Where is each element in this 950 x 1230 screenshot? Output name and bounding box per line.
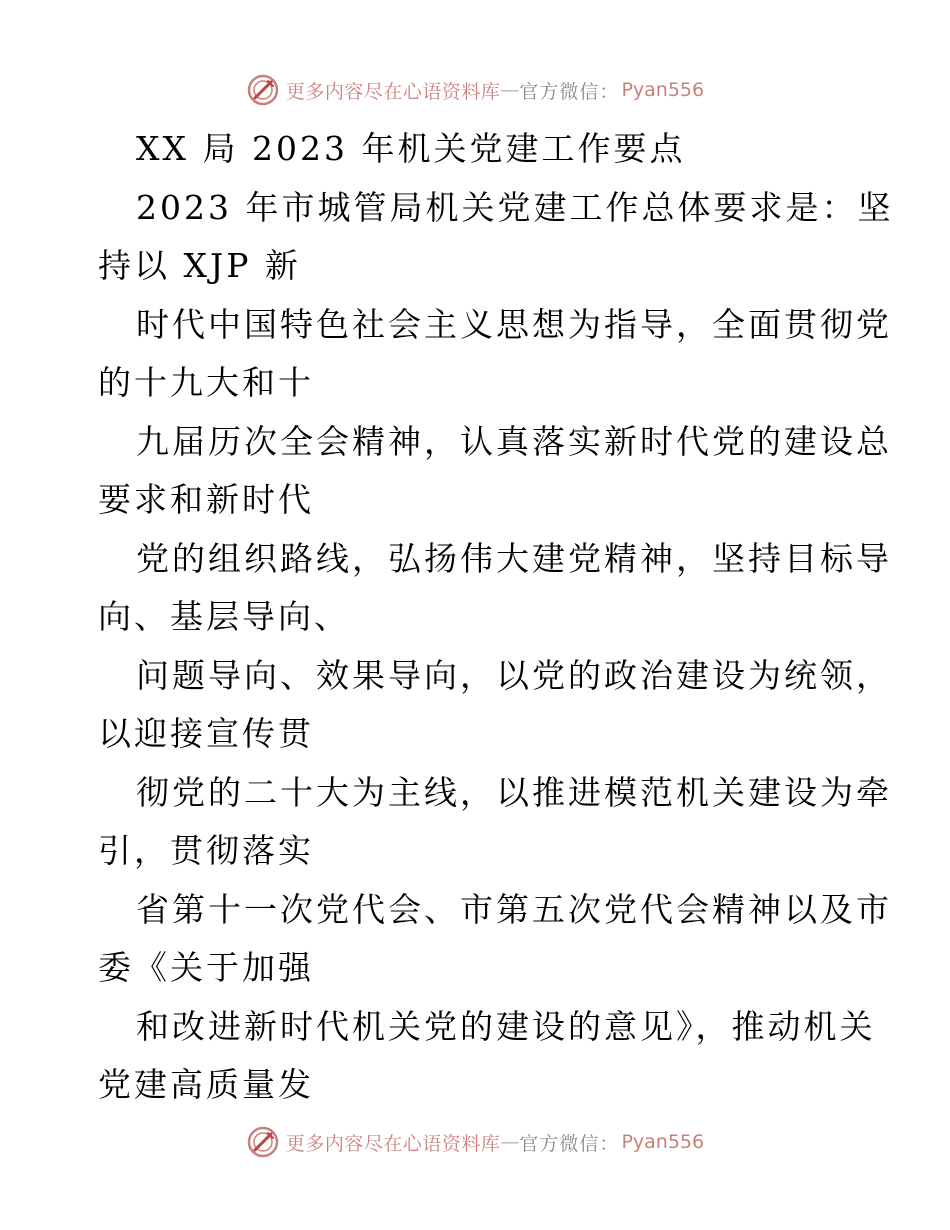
text-line: 党的组织路线，弘扬伟大建党精神，坚持目标导 [136, 538, 892, 578]
footer-watermark [0, 1122, 950, 1162]
seal-logo-icon [246, 1125, 280, 1159]
header-watermark [0, 70, 950, 110]
text-line: 和改进新时代机关党的建设的意见》，推动机关 [136, 1006, 876, 1046]
text-line: 要求和新时代 [98, 480, 314, 519]
text-line: 问题导向、效果导向，以党的政治建设为统领， [136, 655, 892, 695]
watermark-id: Pyan556 [621, 1131, 705, 1153]
text-line: 的十九大和十 [98, 363, 314, 402]
text-line: 彻党的二十大为主线，以推进模范机关建设为牵 [136, 772, 892, 812]
text-line: 持以 XJP 新 [98, 246, 301, 285]
watermark-dash: — [500, 79, 520, 101]
text-line: 九届历次全会精神，认真落实新时代党的建设总 [136, 421, 892, 461]
seal-logo-icon [246, 73, 280, 107]
watermark-label: 官方微信： [519, 80, 620, 103]
watermark-dash: — [500, 1131, 520, 1153]
watermark-label: 官方微信： [519, 1132, 620, 1155]
text-line: 党建高质量发 [98, 1065, 314, 1104]
watermark-text: 更多内容尽在心语资料库 [285, 80, 501, 103]
document-title: XX 局 2023 年机关党建工作要点 [136, 129, 686, 168]
text-line: 省第十一次党代会、市第五次党代会精神以及市 [136, 889, 892, 929]
text-line: 引，贯彻落实 [98, 831, 314, 870]
text-line: 委《关于加强 [98, 948, 314, 987]
text-line: 时代中国特色社会主义思想为指导，全面贯彻党 [136, 304, 892, 344]
document-body [98, 120, 898, 1115]
text-line: 向、基层导向、 [98, 597, 350, 636]
text-line: 以迎接宣传贯 [98, 714, 314, 753]
text-line: 2023 年市城管局机关党建工作总体要求是：坚 [136, 187, 894, 227]
watermark-id: Pyan556 [621, 79, 705, 101]
watermark-text: 更多内容尽在心语资料库 [285, 1132, 501, 1155]
